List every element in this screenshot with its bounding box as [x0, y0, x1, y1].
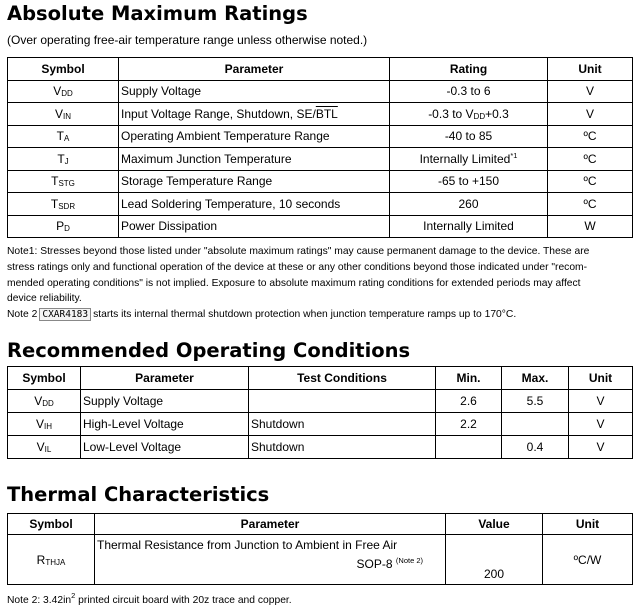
thermal-note-text: Note 2: 3.42in: [7, 595, 72, 606]
package-name: SOP-8: [356, 557, 393, 571]
header-symbol: Symbol: [8, 514, 95, 535]
symbol-cell: [8, 436, 81, 459]
symbol-letter: V: [35, 417, 44, 431]
rating-footnote-marker: *1: [510, 151, 518, 161]
table-row: [8, 125, 633, 148]
parameter-cell: [95, 535, 446, 585]
value-cell: 200: [446, 535, 543, 585]
header-unit: Unit: [543, 514, 633, 535]
header-rating: Rating: [390, 58, 548, 81]
header-unit: Unit: [569, 367, 633, 390]
test-conditions-cell: Shutdown: [249, 436, 436, 459]
symbol-subscript: DD: [42, 399, 54, 408]
symbol-subscript: J: [64, 156, 69, 166]
parameter-cell: [119, 103, 390, 126]
header-parameter: Parameter: [81, 367, 249, 390]
note2-line: [7, 308, 516, 321]
symbol-cell: [8, 148, 119, 171]
symbol-letter: V: [54, 106, 63, 121]
rating-cell: -40 to 85: [390, 125, 548, 148]
symbol-subscript: STG: [58, 179, 75, 189]
header-parameter: Parameter: [119, 58, 390, 81]
rating-cell: 260: [390, 193, 548, 216]
symbol-cell: [8, 170, 119, 193]
thermal-note-text-suffix: printed circuit board with 20z trace and copper.: [75, 595, 292, 606]
absolute-maximum-ratings-table: [7, 57, 633, 238]
parameter-cell: High-Level Voltage: [81, 413, 249, 436]
parameter-cell: Storage Temperature Range: [119, 170, 390, 193]
min-cell: [436, 436, 502, 459]
unit-cell: W: [548, 215, 633, 238]
header-symbol: Symbol: [8, 367, 81, 390]
symbol-cell: [8, 193, 119, 216]
symbol-subscript: D: [64, 224, 70, 234]
unit-cell: V: [569, 413, 633, 436]
parameter-cell: Power Dissipation: [119, 215, 390, 238]
parameter-cell: Supply Voltage: [81, 390, 249, 413]
symbol-subscript: SDR: [58, 201, 76, 211]
note1-line: device reliability.: [7, 293, 82, 304]
rating-text: -0.3 to V: [428, 106, 474, 121]
symbol-cell: [8, 535, 95, 585]
symbol-cell: [8, 80, 119, 103]
symbol-cell: [8, 215, 119, 238]
min-cell: 2.2: [436, 413, 502, 436]
rating-text: Internally Limited: [419, 152, 511, 167]
symbol-subscript: IL: [44, 445, 52, 454]
unit-cell: ºC: [548, 148, 633, 171]
header-test-conditions: Test Conditions: [249, 367, 436, 390]
table-row: [8, 193, 633, 216]
test-conditions-cell: Shutdown: [249, 413, 436, 436]
thermal-note-superscript: 2: [71, 591, 76, 600]
unit-cell: V: [548, 80, 633, 103]
section-title-recommended-operating-conditions: Recommended Operating Conditions: [7, 339, 411, 362]
table-row: [8, 436, 633, 459]
table-header-row: [8, 58, 633, 81]
unit-cell: ºC: [548, 125, 633, 148]
table-row: [8, 80, 633, 103]
parameter-cell: Maximum Junction Temperature: [119, 148, 390, 171]
unit-cell: V: [569, 390, 633, 413]
rating-text-suffix: +0.3: [485, 106, 509, 121]
thermal-note: [7, 589, 292, 607]
rating-cell: -65 to +150: [390, 170, 548, 193]
thermal-characteristics-table: [7, 513, 633, 585]
symbol-subscript: IN: [63, 111, 71, 121]
table-header-row: [8, 514, 633, 535]
note2-prefix: Note 2: [7, 309, 38, 320]
package-note-marker: (Note 2): [395, 556, 423, 565]
unit-cell: ºC/W: [543, 535, 633, 585]
rating-cell: Internally Limited: [390, 215, 548, 238]
unit-cell: V: [548, 103, 633, 126]
parameter-overline-text: $\overline{BTL}$: [315, 106, 338, 121]
symbol-cell: [8, 125, 119, 148]
symbol-subscript: IH: [44, 422, 52, 431]
parameter-cell: Lead Soldering Temperature, 10 seconds: [119, 193, 390, 216]
max-cell: 0.4: [502, 436, 569, 459]
table-row: [8, 390, 633, 413]
test-conditions-cell: [249, 390, 436, 413]
symbol-letter: T: [57, 151, 65, 166]
parameter-text: Input Voltage Range, Shutdown, SE/: [121, 106, 316, 121]
min-cell: 2.6: [436, 390, 502, 413]
part-number-chip: CXAR4183: [39, 308, 91, 321]
rating-cell: [390, 148, 548, 171]
symbol-letter: T: [51, 174, 59, 189]
rating-cell: -0.3 to 6: [390, 80, 548, 103]
symbol-letter: V: [36, 440, 45, 454]
symbol-letter: V: [53, 84, 62, 99]
table-row: [8, 148, 633, 171]
header-parameter: Parameter: [95, 514, 446, 535]
parameter-cell: Low-Level Voltage: [81, 436, 249, 459]
unit-cell: ºC: [548, 193, 633, 216]
rating-subscript: DD: [473, 111, 486, 121]
note2-text: starts its internal thermal shutdown protection when junction temperature ramps up to 170°C.: [93, 309, 517, 320]
symbol-letter: R: [36, 552, 46, 567]
parameter-text: Thermal Resistance from Junction to Ambient in Free Air: [97, 538, 398, 552]
parameter-cell: Operating Ambient Temperature Range: [119, 125, 390, 148]
symbol-letter: V: [34, 394, 43, 408]
symbol-letter: P: [56, 219, 65, 234]
symbol-subscript: DD: [61, 89, 73, 99]
max-cell: 5.5: [502, 390, 569, 413]
max-cell: [502, 413, 569, 436]
symbol-subscript: THJA: [45, 557, 66, 567]
table-header-row: [8, 367, 633, 390]
parameter-cell: Supply Voltage: [119, 80, 390, 103]
symbol-cell: [8, 413, 81, 436]
table-row: [8, 103, 633, 126]
symbol-cell: [8, 103, 119, 126]
section-title-thermal-characteristics: Thermal Characteristics: [7, 483, 270, 506]
symbol-letter: T: [50, 196, 59, 211]
header-symbol: Symbol: [8, 58, 119, 81]
note1-line: mended operating conditions" is not implied. Exposure to absolute maximum rating conditions for extended periods may affect: [7, 278, 581, 289]
recommended-operating-conditions-table: [7, 366, 633, 459]
table-row: [8, 215, 633, 238]
table-row: [8, 535, 633, 585]
unit-cell: V: [569, 436, 633, 459]
section-subtitle: (Over operating free-air temperature range unless otherwise noted.): [7, 33, 368, 47]
header-min: Min.: [436, 367, 502, 390]
header-value: Value: [446, 514, 543, 535]
header-max: Max.: [502, 367, 569, 390]
symbol-cell: [8, 390, 81, 413]
rating-cell: [390, 103, 548, 126]
section-title-absolute-maximum-ratings: Absolute Maximum Ratings: [7, 2, 308, 25]
unit-cell: ºC: [548, 170, 633, 193]
package-label: [97, 556, 443, 571]
symbol-subscript: A: [64, 134, 70, 144]
table-row: [8, 170, 633, 193]
table-row: [8, 413, 633, 436]
note1-line: stress ratings only and functional operation of the device at these or any other conditions beyond those indicated under "recom-: [7, 262, 588, 273]
symbol-letter: T: [56, 129, 64, 144]
note1-line: Note1: Stresses beyond those listed under "absolute maximum ratings" may cause permanent damage to the device. These are: [7, 246, 590, 257]
header-unit: Unit: [548, 58, 633, 81]
